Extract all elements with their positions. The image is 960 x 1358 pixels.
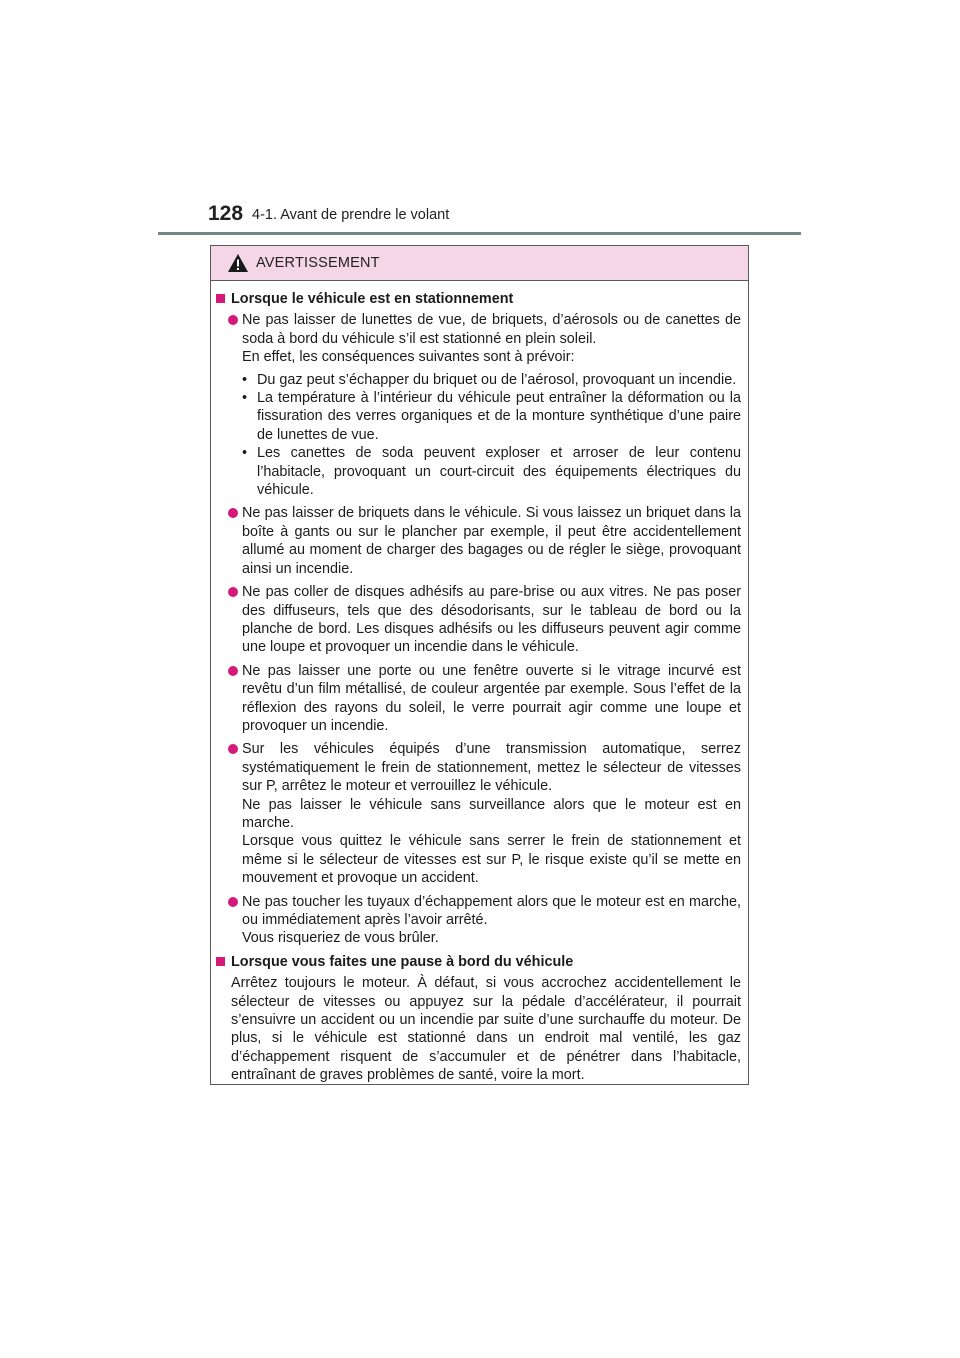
list-item <box>215 311 741 499</box>
item-text: Ne pas laisser de lunettes de vue, de briquets, d’aérosols ou de canettes de soda à bord du véhicule s’il est stationné en plein soleil. <box>242 312 741 347</box>
sub-item-text: La température à l’intérieur du véhicule peut entraîner la déformation ou la fissuration des verres organiques et de la monture synthétique d’une paire de lunettes de vue. <box>257 390 741 443</box>
item-text: Ne pas laisser de briquets dans le véhicule. Si vous laissez un briquet dans la boîte à gants ou sur le plancher par exemple, il peut être accidentellement allumé au moment de charger des bagages ou de régler le siège, provoquant ainsi un incendie. <box>242 505 741 577</box>
bullet-mark: • <box>242 445 248 462</box>
section-paragraph <box>215 974 741 1084</box>
list-item <box>215 504 741 578</box>
circle-bullet-icon <box>228 666 238 676</box>
item-text: Ne pas laisser le véhicule sans surveillance alors que le moteur est en marche. <box>242 796 741 831</box>
square-bullet-icon <box>216 294 225 303</box>
item-text: Ne pas toucher les tuyaux d’échappement alors que le moteur est en marche, ou immédiatement après l’avoir arrêté. <box>242 893 741 928</box>
sub-item <box>215 389 741 444</box>
list-item <box>215 583 741 657</box>
warning-triangle-icon <box>227 253 249 273</box>
square-bullet-icon <box>216 957 225 966</box>
item-text: Lorsque vous quittez le véhicule sans serrer le frein de stationnement et même si le sélecteur de vitesses est sur P, le risque existe qu’il se mette en mouvement et provoque un accident. <box>242 833 741 887</box>
item-text: Ne pas coller de disques adhésifs au pare-brise ou aux vitres. Ne pas poser des diffuseurs, tels que des désodorisants, sur le tableau de bord ou la planche de bord. Les disques adhésifs ou les diffuseurs peuvent agir comme une loupe et provoquer un incendie dans le véhicule. <box>242 584 741 656</box>
item-text: Sur les véhicules équipés d’une transmission automatique, serrez systématiquement le frein de stationnement, mettez le sélecteur de vitesses sur P, arrêtez le moteur et verrouillez le véhicule. <box>242 741 741 795</box>
header-rule <box>158 232 801 235</box>
item-text: En effet, les conséquences suivantes sont à prévoir: <box>242 349 575 366</box>
sub-list <box>242 371 741 500</box>
sub-item-text: Les canettes de soda peuvent exploser et arroser de leur contenu l’habitacle, provoquant un court-circuit des équipements électriques du véhicule. <box>257 445 741 499</box>
sub-item-text: Du gaz peut s’échapper du briquet ou de l’aérosol, provoquant un incendie. <box>257 371 737 388</box>
list-item <box>215 893 741 948</box>
warning-box <box>210 245 749 1085</box>
bullet-mark: • <box>242 390 248 407</box>
sub-item <box>215 371 741 389</box>
circle-bullet-icon <box>228 587 238 597</box>
sub-item <box>215 444 741 499</box>
circle-bullet-icon <box>228 744 238 754</box>
section-heading <box>215 953 741 971</box>
section-heading-text: Lorsque vous faites une pause à bord du véhicule <box>231 953 574 970</box>
bullet-mark: • <box>242 371 248 388</box>
section-title: 4-1. Avant de prendre le volant <box>252 207 450 223</box>
list-item <box>215 740 741 887</box>
circle-bullet-icon <box>228 508 238 518</box>
warning-label: AVERTISSEMENT <box>256 255 380 271</box>
item-text: Vous risqueriez de vous brûler. <box>242 930 439 947</box>
warning-header <box>211 246 748 281</box>
list-item <box>215 662 741 736</box>
warning-body <box>211 281 748 1085</box>
circle-bullet-icon <box>228 897 238 907</box>
section-heading <box>215 290 741 308</box>
page-number: 128 <box>208 202 244 225</box>
paragraph-text: Arrêtez toujours le moteur. À défaut, si vous accrochez accidentellement le sélecteur de vitesses ou appuyez sur la pédale d’accélérateur, il pourrait s’ensuivre un accident ou un incendie par suite d’une surchauffe du moteur. De plus, si le véhicule est stationné dans un endroit mal ventilé, les gaz d’échappement risquent de s’accumuler et de pénétrer dans l’habitacle, entraînant de graves problèmes de santé, voire la mort. <box>231 975 741 1084</box>
circle-bullet-icon <box>228 315 238 325</box>
section-heading-text: Lorsque le véhicule est en stationnement <box>231 291 514 307</box>
item-text: Ne pas laisser une porte ou une fenêtre ouverte si le vitrage incurvé est revêtu d’un film métallisé, de couleur argentée par exemple. Sous l’effet de la réflexion des rayons du soleil, le verre pourrait agir comme une loupe et provoquer un incendie. <box>242 662 741 734</box>
